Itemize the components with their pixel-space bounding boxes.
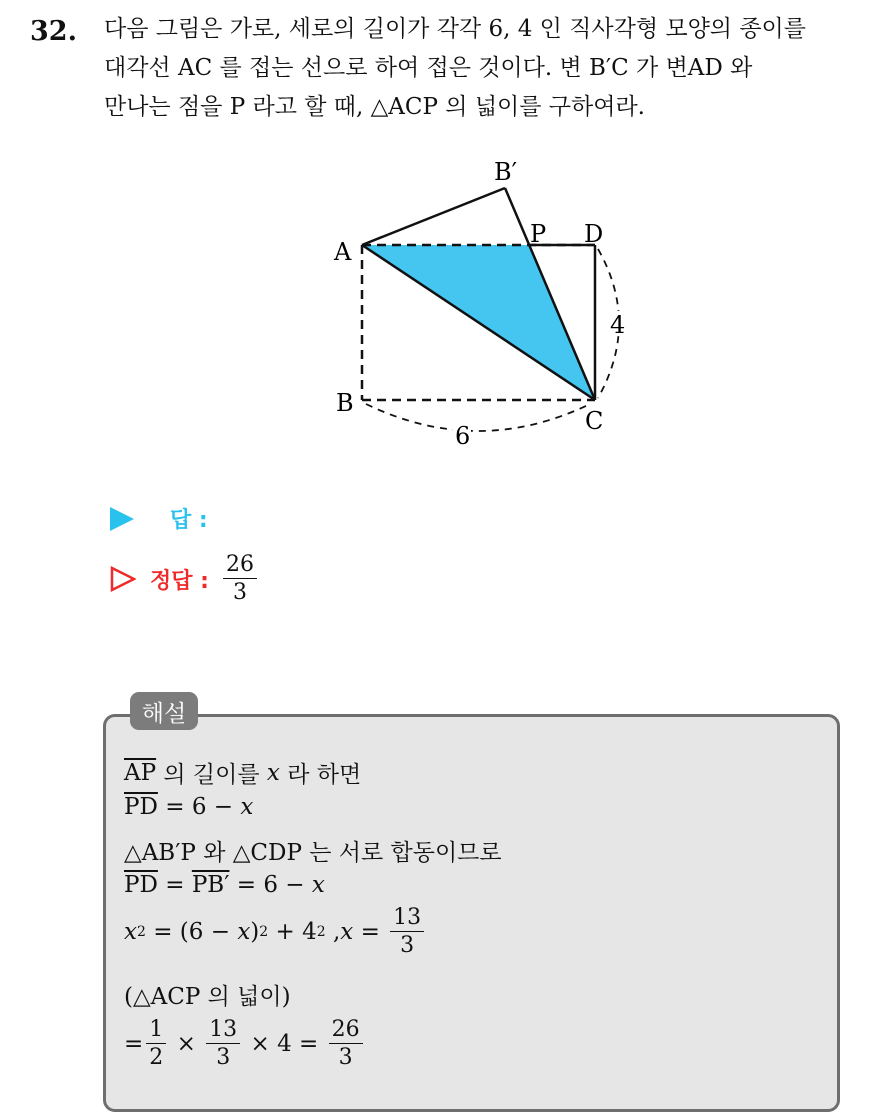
fraction-denominator: 2 bbox=[149, 1045, 164, 1071]
solution-text: 라 하면 bbox=[279, 762, 362, 788]
fraction-denominator: 3 bbox=[338, 1045, 353, 1071]
answer-marker-icon bbox=[110, 507, 134, 531]
variable-x: x bbox=[237, 919, 251, 946]
solution-text: × bbox=[169, 1031, 204, 1058]
solution-text: + 4 bbox=[268, 919, 317, 946]
fraction-denominator: 3 bbox=[216, 1045, 231, 1071]
solution-text: = 6 − bbox=[157, 794, 241, 820]
segment-pd-text: $\overline{PD}$ bbox=[124, 872, 158, 898]
solution-text: × 4 = bbox=[243, 1031, 326, 1058]
fraction-denominator: 3 bbox=[400, 933, 415, 959]
exponent: 2 bbox=[136, 924, 146, 941]
solution-text: = (6 − bbox=[145, 919, 238, 946]
solution-text: = bbox=[157, 872, 192, 898]
fraction-numerator: 1 bbox=[146, 1018, 166, 1044]
variable-x: x bbox=[311, 872, 325, 898]
question-line-2: 대각선 AC 를 접는 선으로 하여 접은 것이다. 변 B′C 가 변AD 와 bbox=[104, 55, 753, 81]
correct-answer-row bbox=[110, 553, 260, 605]
solution-line-2 bbox=[124, 794, 253, 820]
solution-line-1 bbox=[124, 756, 361, 789]
question-number: 32. bbox=[30, 16, 77, 47]
exponent: 2 bbox=[259, 924, 269, 941]
fraction-13-3 bbox=[390, 906, 424, 958]
correct-answer-label: 정답 : bbox=[150, 568, 209, 594]
label-a: A bbox=[334, 238, 352, 266]
label-b-prime: B′ bbox=[494, 158, 518, 186]
solution-tag: 해설 bbox=[130, 692, 198, 730]
correct-answer-marker-icon bbox=[110, 566, 136, 592]
solution-line-7 bbox=[124, 1018, 366, 1070]
segment-pb-prime-text: PB′ bbox=[191, 872, 230, 898]
variable-x: x bbox=[266, 759, 280, 786]
solution-text: = bbox=[124, 1031, 144, 1058]
segment-ap-text: $\overline{AP}$ bbox=[124, 759, 157, 786]
correct-answer-fraction bbox=[223, 553, 257, 605]
fraction-numerator: 26 bbox=[329, 1018, 363, 1044]
label-p: P bbox=[530, 220, 547, 248]
solution-text: ) bbox=[250, 919, 260, 946]
variable-x: x bbox=[124, 919, 137, 946]
correct-answer-denominator: 3 bbox=[232, 580, 247, 606]
solution-line-4 bbox=[124, 872, 325, 898]
variable-x: x bbox=[240, 794, 254, 820]
solution-text: 의 길이를 bbox=[156, 762, 267, 788]
solution-line-6: (△ACP 의 넓이) bbox=[124, 984, 291, 1010]
label-height-4: 4 bbox=[610, 311, 626, 339]
fraction-26-3 bbox=[329, 1018, 363, 1070]
folded-rectangle-figure bbox=[310, 148, 650, 453]
dimension-arc-6 bbox=[366, 404, 590, 431]
solution-text: , bbox=[325, 919, 341, 946]
fraction-numerator: 13 bbox=[206, 1018, 240, 1044]
label-width-6: 6 bbox=[455, 422, 471, 450]
answer-row bbox=[110, 503, 208, 534]
answer-label: 답 : bbox=[170, 508, 208, 533]
segment-pd-text: $\overline{PD}$ bbox=[124, 794, 158, 820]
label-b: B bbox=[336, 389, 354, 417]
solution-text: = bbox=[353, 919, 388, 946]
solution-text: = 6 − bbox=[229, 872, 312, 898]
fraction-13-3 bbox=[206, 1018, 240, 1070]
label-c: C bbox=[585, 407, 604, 435]
correct-answer-numerator: 26 bbox=[223, 553, 257, 579]
question-line-1: 다음 그림은 가로, 세로의 길이가 각각 6, 4 인 직사각형 모양의 종이를 bbox=[104, 16, 806, 42]
segment-ab-prime bbox=[362, 188, 505, 245]
variable-x: x bbox=[340, 919, 354, 946]
solution-line-3: △AB′P 와 △CDP 는 서로 합동이므로 bbox=[124, 840, 502, 866]
label-d: D bbox=[584, 220, 604, 248]
solution-line-5 bbox=[124, 906, 427, 958]
question-line-3: 만나는 점을 P 라고 할 때, △ACP 의 넓이를 구하여라. bbox=[104, 94, 645, 120]
fraction-1-2 bbox=[146, 1018, 166, 1070]
fraction-numerator: 13 bbox=[390, 906, 424, 932]
exponent: 2 bbox=[316, 924, 326, 941]
